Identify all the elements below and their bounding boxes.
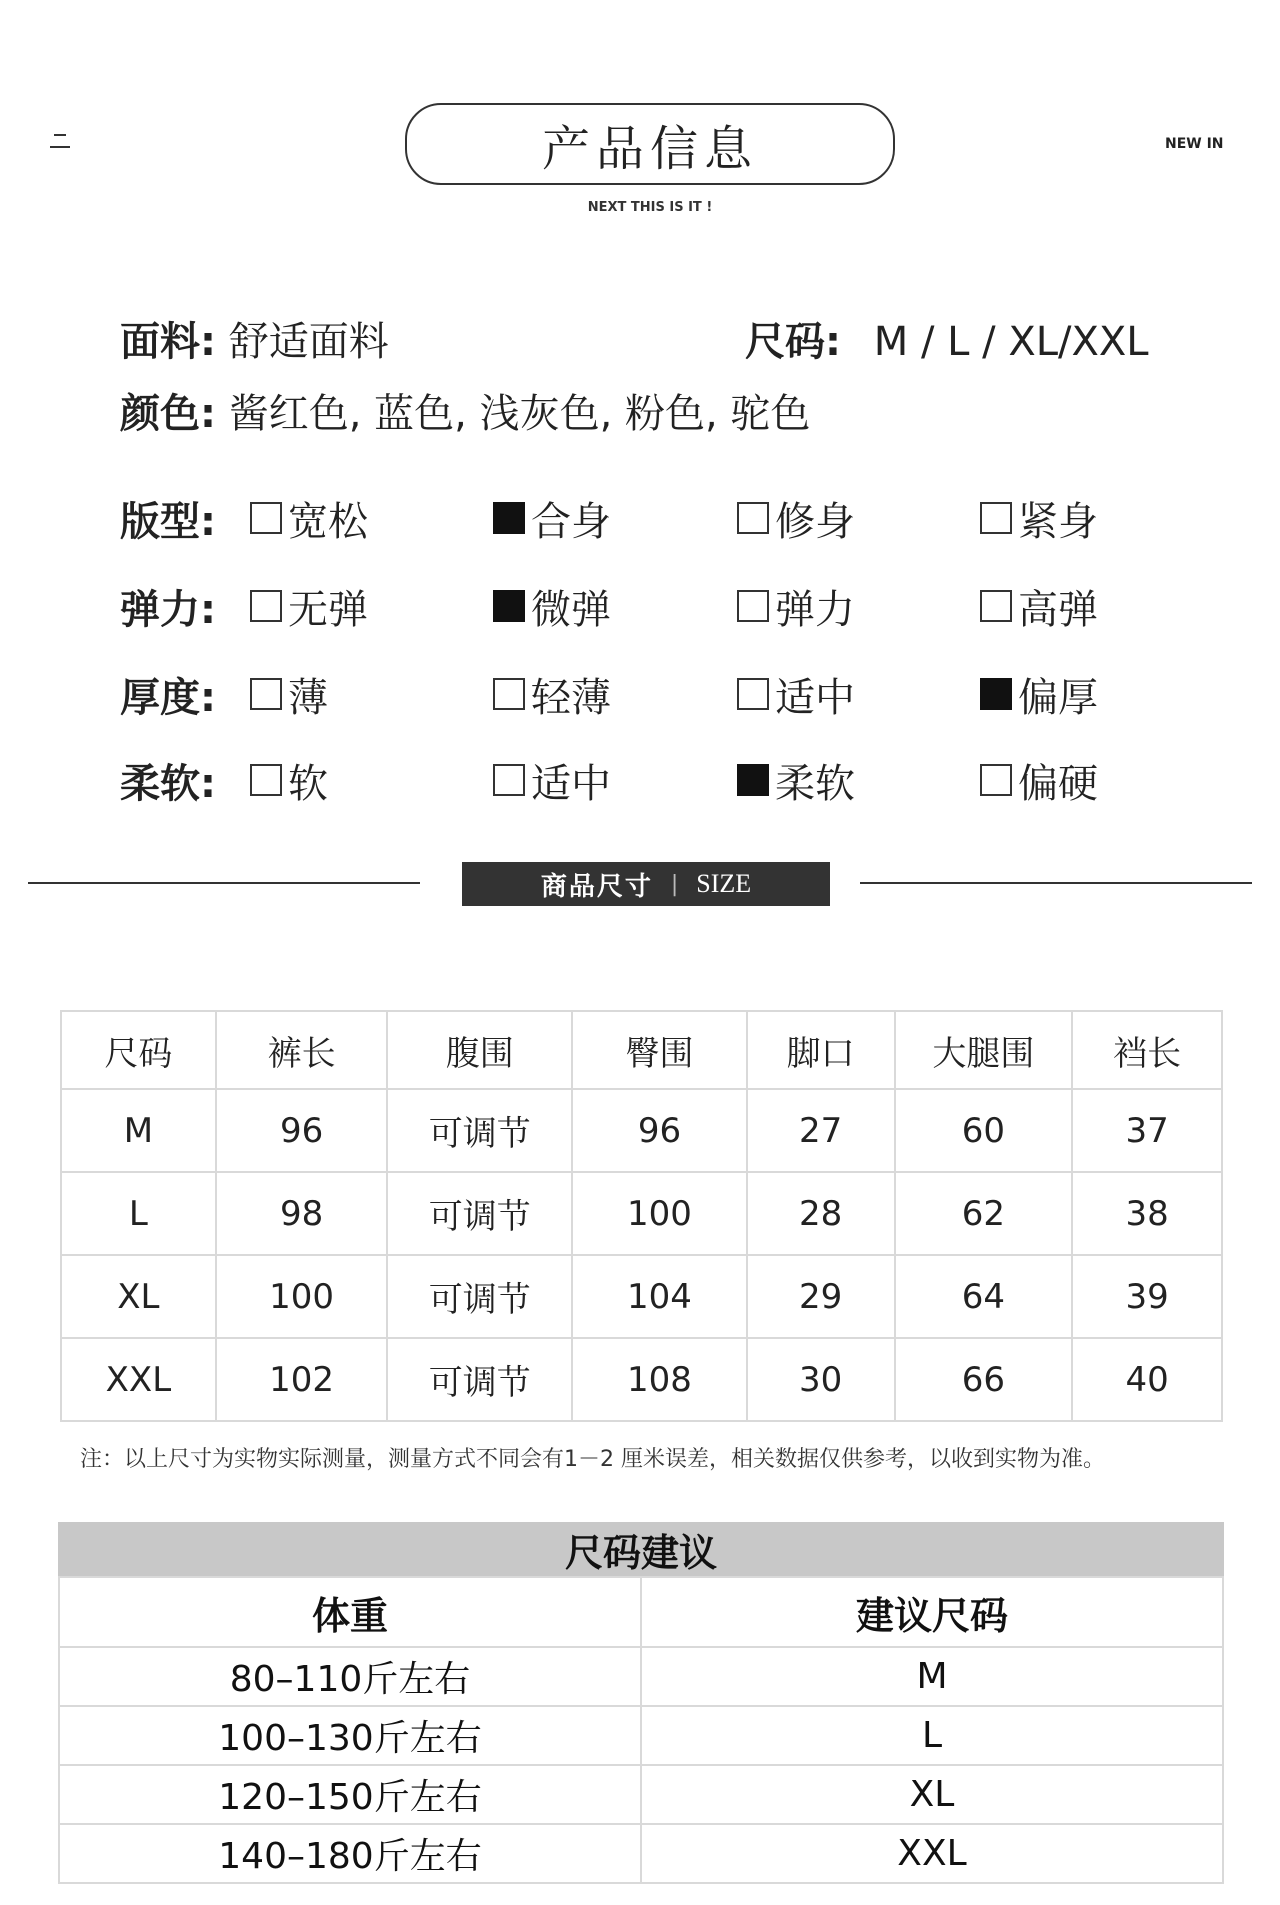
table-header-cell: 臀围 — [572, 1011, 747, 1089]
attribute-option — [737, 664, 855, 724]
table-cell: M — [61, 1089, 216, 1172]
attribute-option-label: 偏硬 — [1018, 760, 1098, 807]
table-cell: 140–180斤左右 — [59, 1824, 641, 1883]
attribute-option — [737, 488, 855, 548]
attribute-option — [250, 664, 328, 724]
table-cell: 108 — [572, 1338, 747, 1421]
unchecked-box-icon — [980, 590, 1012, 622]
table-cell: XL — [641, 1765, 1223, 1824]
unchecked-box-icon — [250, 678, 282, 710]
attribute-option-label: 适中 — [775, 674, 855, 721]
attribute-option — [250, 576, 368, 636]
checked-box-icon — [493, 502, 525, 534]
attribute-option — [493, 750, 611, 810]
divider-right — [860, 882, 1252, 884]
table-cell: M — [641, 1647, 1223, 1706]
size-value: M / L / XL/XXL — [873, 319, 1149, 365]
unchecked-box-icon — [737, 590, 769, 622]
attribute-option — [493, 576, 611, 636]
attribute-label: 弹力: — [120, 586, 216, 633]
size-label: 尺码: — [745, 319, 841, 365]
attribute-row — [120, 750, 1180, 810]
attribute-label: 厚度: — [120, 674, 216, 721]
unchecked-box-icon — [250, 590, 282, 622]
table-cell: 66 — [895, 1338, 1073, 1421]
table-cell: 96 — [572, 1089, 747, 1172]
attribute-option — [493, 488, 611, 548]
attribute-option — [980, 664, 1098, 724]
table-cell: 40 — [1072, 1338, 1222, 1421]
table-cell: XXL — [641, 1824, 1223, 1883]
table-header-cell: 脚口 — [747, 1011, 895, 1089]
table-cell: 120–150斤左右 — [59, 1765, 641, 1824]
attribute-option-label: 弹力 — [775, 586, 855, 633]
color-value: 酱红色, 蓝色, 浅灰色, 粉色, 驼色 — [228, 391, 811, 437]
table-header-cell: 裤长 — [216, 1011, 388, 1089]
unchecked-box-icon — [737, 502, 769, 534]
color-label: 颜色: — [120, 391, 216, 437]
fabric-info — [120, 310, 389, 367]
attribute-option — [737, 750, 855, 810]
unchecked-box-icon — [980, 764, 1012, 796]
unchecked-box-icon — [250, 764, 282, 796]
table-row — [61, 1089, 1222, 1172]
unchecked-box-icon — [737, 678, 769, 710]
page-subtitle: NEXT THIS IS IT ! — [587, 200, 713, 215]
table-cell: 可调节 — [387, 1338, 572, 1421]
fabric-value: 舒适面料 — [228, 319, 389, 365]
table-cell: 100 — [216, 1255, 388, 1338]
size-section-separator: | — [670, 871, 679, 897]
attribute-option-label: 偏厚 — [1018, 674, 1098, 721]
table-row — [59, 1765, 1223, 1824]
table-cell: 29 — [747, 1255, 895, 1338]
attribute-option-label: 修身 — [775, 498, 855, 545]
attribute-option-label: 软 — [288, 760, 328, 807]
attribute-option-label: 适中 — [531, 760, 611, 807]
table-cell: 100 — [572, 1172, 747, 1255]
table-cell: 37 — [1072, 1089, 1222, 1172]
size-info — [745, 310, 1149, 367]
table-header-cell: 体重 — [59, 1577, 641, 1647]
table-cell: 102 — [216, 1338, 388, 1421]
checked-box-icon — [737, 764, 769, 796]
table-header-cell: 尺码 — [61, 1011, 216, 1089]
measurement-note: 注：以上尺寸为实物实际测量，测量方式不同会有1－2 厘米误差，相关数据仅供参考，以收到实物为准。 — [80, 1447, 1105, 1472]
fabric-label: 面料: — [120, 319, 216, 365]
unchecked-box-icon — [250, 502, 282, 534]
size-section-subtitle: SIZE — [696, 869, 752, 898]
table-header-cell: 裆长 — [1072, 1011, 1222, 1089]
table-cell: 可调节 — [387, 1089, 572, 1172]
unchecked-box-icon — [493, 764, 525, 796]
attribute-option-label: 无弹 — [288, 586, 368, 633]
table-header-row — [59, 1577, 1223, 1647]
attribute-option-label: 高弹 — [1018, 586, 1098, 633]
unchecked-box-icon — [493, 678, 525, 710]
checked-box-icon — [980, 678, 1012, 710]
attribute-label: 柔软: — [120, 760, 216, 807]
table-cell: 39 — [1072, 1255, 1222, 1338]
attribute-option — [980, 576, 1098, 636]
attribute-option — [250, 488, 368, 548]
table-header-cell: 大腿围 — [895, 1011, 1073, 1089]
table-cell: 可调节 — [387, 1255, 572, 1338]
table-header-cell: 腹围 — [387, 1011, 572, 1089]
divider-left — [28, 882, 420, 884]
table-cell: 30 — [747, 1338, 895, 1421]
table-cell: 64 — [895, 1255, 1073, 1338]
new-in-label: NEW IN — [1165, 136, 1224, 152]
table-cell: 38 — [1072, 1172, 1222, 1255]
table-cell: 96 — [216, 1089, 388, 1172]
table-cell: 可调节 — [387, 1172, 572, 1255]
attribute-option-label: 薄 — [288, 674, 328, 721]
attribute-option-label: 紧身 — [1018, 498, 1098, 545]
table-row — [61, 1338, 1222, 1421]
table-cell: 27 — [747, 1089, 895, 1172]
color-info — [120, 382, 810, 439]
attribute-option — [493, 664, 611, 724]
attribute-option — [250, 750, 328, 810]
table-cell: L — [641, 1706, 1223, 1765]
attribute-option-label: 合身 — [531, 498, 611, 545]
unchecked-box-icon — [980, 502, 1012, 534]
table-row — [59, 1647, 1223, 1706]
size-section-banner — [462, 862, 830, 906]
menu-icon[interactable] — [50, 130, 70, 152]
attribute-row — [120, 664, 1180, 724]
table-header-row — [61, 1011, 1222, 1089]
attribute-option — [737, 576, 855, 636]
attribute-option-label: 轻薄 — [531, 674, 611, 721]
table-row — [61, 1172, 1222, 1255]
table-cell: 28 — [747, 1172, 895, 1255]
attribute-row — [120, 488, 1180, 548]
table-row — [59, 1706, 1223, 1765]
table-cell: 80–110斤左右 — [59, 1647, 641, 1706]
table-cell: 60 — [895, 1089, 1073, 1172]
size-table — [60, 1010, 1223, 1422]
table-header-cell: 建议尺码 — [641, 1577, 1223, 1647]
table-cell: XL — [61, 1255, 216, 1338]
attribute-row — [120, 576, 1180, 636]
table-cell: 104 — [572, 1255, 747, 1338]
table-row — [61, 1255, 1222, 1338]
checked-box-icon — [493, 590, 525, 622]
attribute-option-label: 宽松 — [288, 498, 368, 545]
attribute-option — [980, 488, 1098, 548]
recommendation-title: 尺码建议 — [58, 1522, 1224, 1576]
attribute-option — [980, 750, 1098, 810]
table-cell: L — [61, 1172, 216, 1255]
attribute-option-label: 柔软 — [775, 760, 855, 807]
table-cell: 100–130斤左右 — [59, 1706, 641, 1765]
recommendation-table — [58, 1576, 1224, 1884]
attribute-label: 版型: — [120, 498, 216, 545]
table-row — [59, 1824, 1223, 1883]
table-cell: 98 — [216, 1172, 388, 1255]
size-section-title: 商品尺寸 — [540, 871, 653, 902]
table-cell: 62 — [895, 1172, 1073, 1255]
attribute-option-label: 微弹 — [531, 586, 611, 633]
page-title: 产品信息 — [405, 103, 895, 185]
table-cell: XXL — [61, 1338, 216, 1421]
